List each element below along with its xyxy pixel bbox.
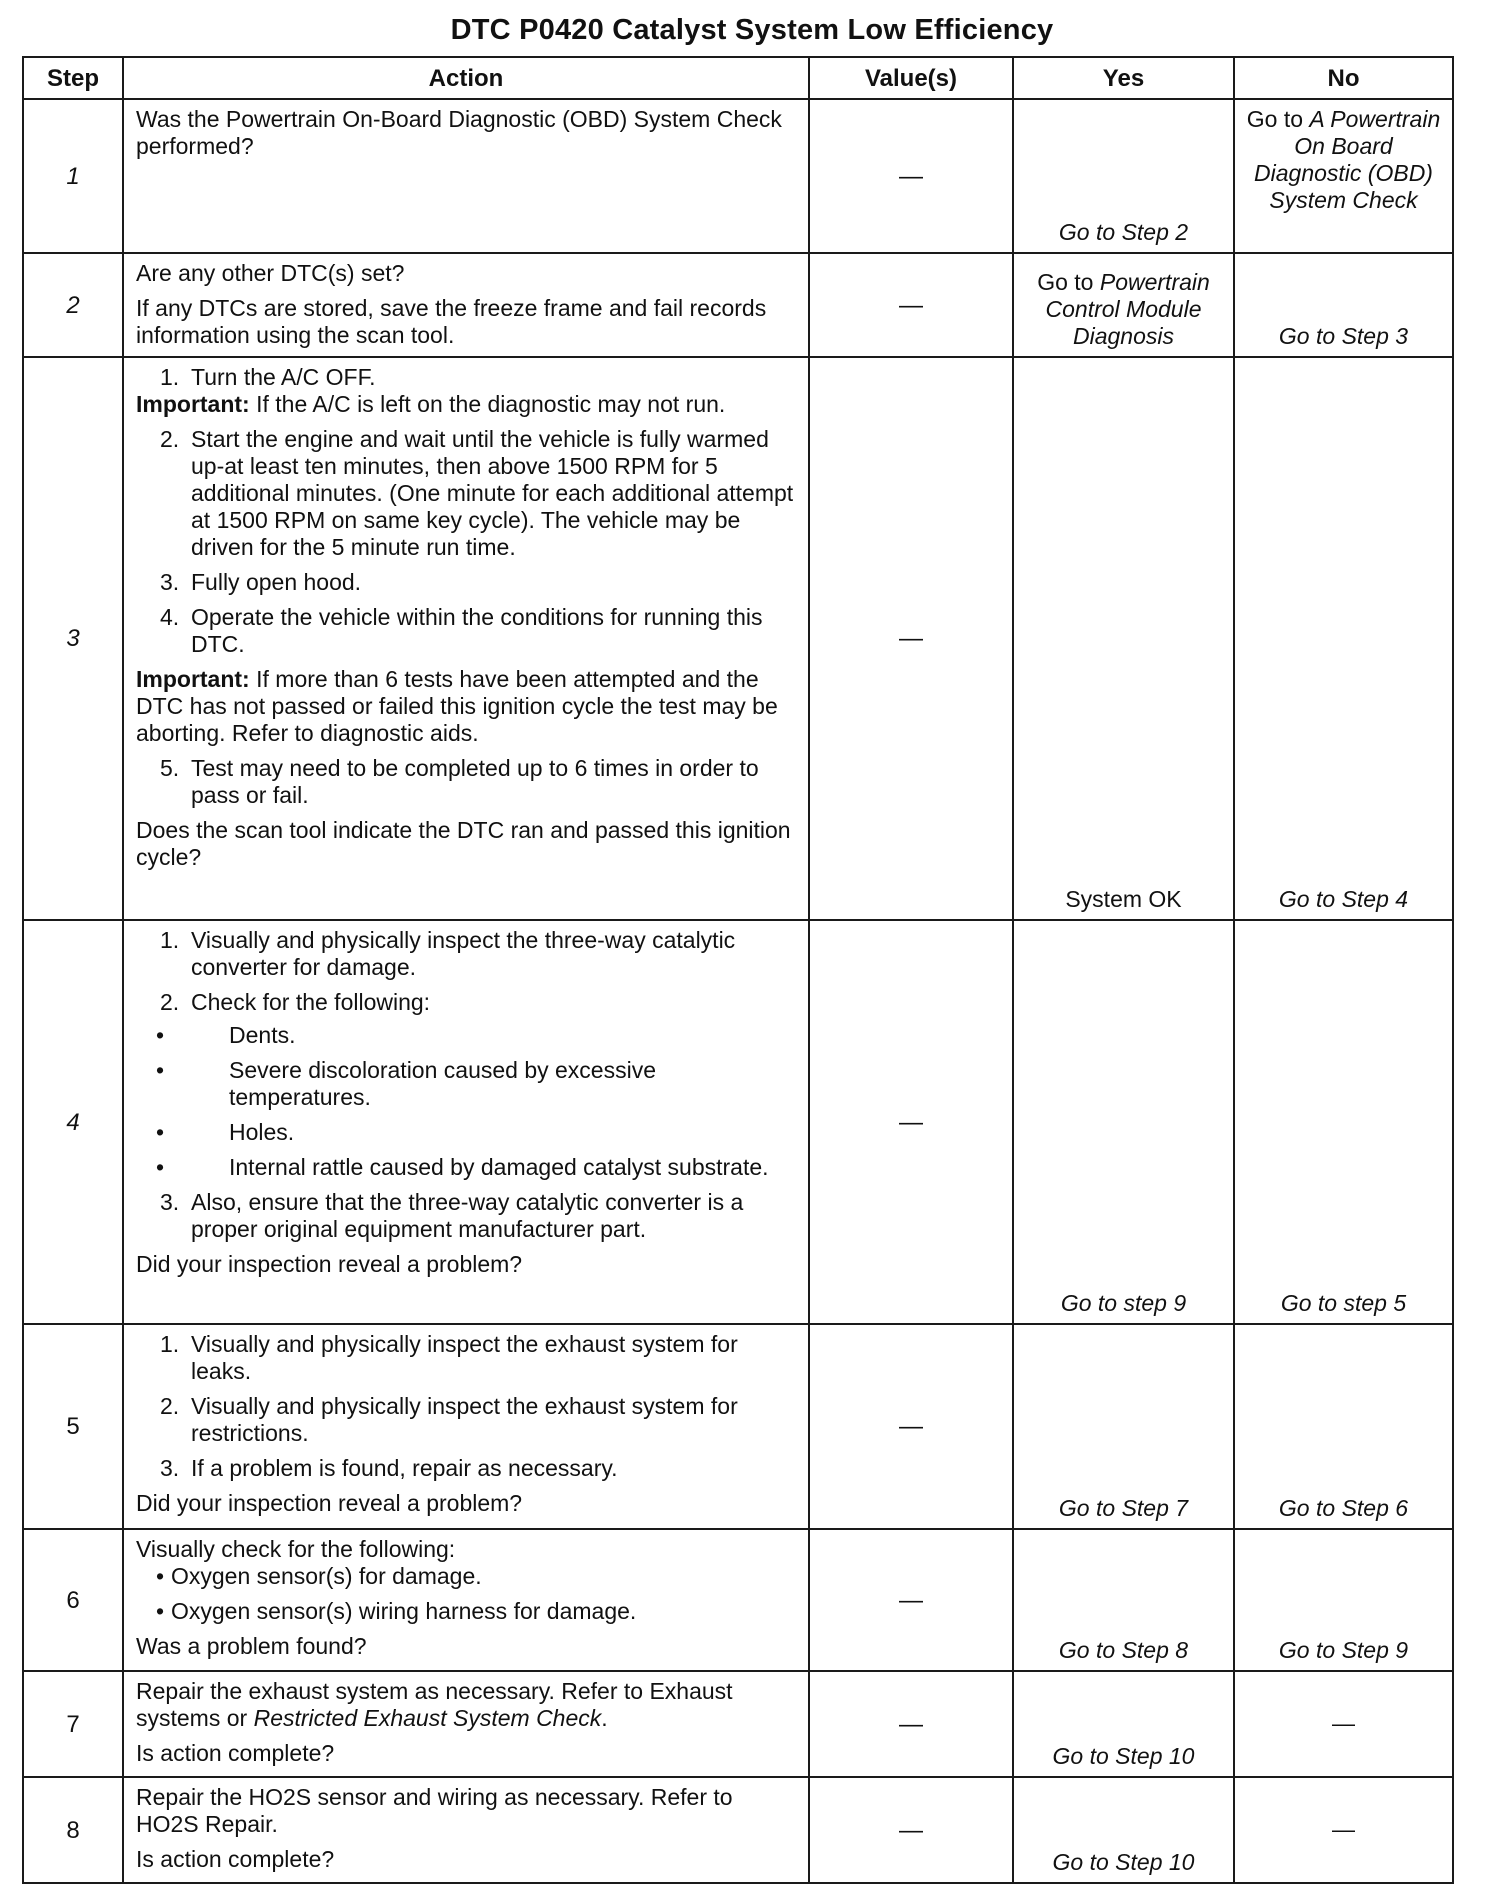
bullet-item: • Oxygen sensor(s) for damage. [136, 1563, 798, 1590]
action-text-end: . [601, 1705, 608, 1731]
table-row [23, 357, 1453, 920]
action-cell [123, 1671, 809, 1777]
list-item-text: Test may need to be completed up to 6 times in order to pass or fail. [191, 755, 759, 808]
action-text: Was the Powertrain On-Board Diagnostic (OBD) System Check performed? [136, 106, 782, 159]
value-cell: — [809, 1529, 1013, 1671]
no-cell: Go to Step 9 [1234, 1529, 1453, 1671]
list-item: 1. Turn the A/C OFF. [160, 364, 376, 390]
yes-cell: Go to Step 2 [1013, 99, 1234, 253]
value-cell: — [809, 253, 1013, 357]
value-cell: — [809, 1671, 1013, 1777]
step-number: 4 [23, 920, 123, 1324]
yes-link: Powertrain Control Module Diagnosis [1045, 269, 1210, 349]
action-list [136, 1331, 798, 1482]
action-question: Did your inspection reveal a problem? [136, 1251, 523, 1277]
table-row [23, 253, 1453, 357]
list-item-text: Visually and physically inspect the exhaust system for restrictions. [191, 1393, 738, 1446]
important-text: If more than 6 tests have been attempted and the DTC has not passed or failed this ignition cycle the test may be aborting. Refer to diagnostic aids. [136, 666, 778, 746]
action-text-plain: Repair the exhaust system as necessary. Refer to Exhaust systems or [136, 1678, 733, 1731]
action-question: Are any other DTC(s) set? [136, 260, 405, 286]
list-item-text: Turn the A/C OFF. [191, 364, 376, 390]
header-values: Value(s) [809, 57, 1013, 99]
action-list [136, 927, 798, 1243]
header-row [23, 57, 1453, 99]
value-cell: — [809, 920, 1013, 1324]
table-row [23, 1324, 1453, 1529]
list-item-text: Visually and physically inspect the exhaust system for leaks. [191, 1331, 738, 1384]
table-row [23, 1777, 1453, 1883]
table-row [23, 1671, 1453, 1777]
action-list [136, 426, 798, 658]
yes-cell: Go to Step 10 [1013, 1777, 1234, 1883]
no-cell: — [1234, 1777, 1453, 1883]
no-cell: Go to Step 6 [1234, 1324, 1453, 1529]
action-cell [123, 1777, 809, 1883]
action-text-link: Restricted Exhaust System Check [253, 1705, 602, 1731]
list-item-text: Also, ensure that the three-way catalytic converter is a proper original equipment manufacturer part. [191, 1189, 744, 1242]
action-cell [123, 357, 809, 920]
action-question: Did your inspection reveal a problem? [136, 1490, 523, 1516]
no-cell [1234, 99, 1453, 253]
list-item: 1. Visually and physically inspect the exhaust system for leaks. [160, 1331, 738, 1384]
step-number: 8 [23, 1777, 123, 1883]
list-item-text: Check for the following: [191, 989, 431, 1015]
no-cell: Go to Step 3 [1234, 253, 1453, 357]
action-question: Does the scan tool indicate the DTC ran and passed this ignition cycle? [136, 817, 791, 870]
step-number: 7 [23, 1671, 123, 1777]
bullet-item: • Dents. [136, 1022, 798, 1049]
header-no: No [1234, 57, 1453, 99]
yes-cell: Go to Step 8 [1013, 1529, 1234, 1671]
table-row [23, 920, 1453, 1324]
value-cell: — [809, 1324, 1013, 1529]
action-cell [123, 1324, 809, 1529]
step-number: 3 [23, 357, 123, 920]
value-cell: — [809, 1777, 1013, 1883]
important-label: Important: [136, 666, 250, 692]
important-text: If the A/C is left on the diagnostic may not run. [256, 391, 726, 417]
list-item: 3. If a problem is found, repair as necessary. [160, 1455, 618, 1481]
header-step: Step [23, 57, 123, 99]
list-item: 2. Start the engine and wait until the vehicle is fully warmed up-at least ten minutes, then above 1500 RPM for 5 additional minutes. (One minute for each additional attempt at 1500 RPM on same key cycle). The vehicle may be driven for the 5 minute run time. [160, 426, 794, 560]
bullet-list [136, 1022, 798, 1181]
action-list [136, 364, 798, 391]
action-list [136, 755, 798, 809]
list-item: 1. Visually and physically inspect the three-way catalytic converter for damage. [160, 927, 736, 980]
yes-cell [1013, 253, 1234, 357]
bullet-item: • Severe discoloration caused by excessive temperatures. [136, 1057, 798, 1111]
action-cell [123, 1529, 809, 1671]
action-text: Repair the HO2S sensor and wiring as necessary. Refer to HO2S Repair. [136, 1784, 733, 1837]
table-row [23, 99, 1453, 253]
action-text [136, 1678, 798, 1732]
list-item: 2. Check for the following: • Dents. • Severe discoloration caused by excessive temperatures. • Holes. • Internal rattle caused by damaged catalyst substrate. [136, 989, 798, 1181]
action-intro: Visually check for the following: [136, 1536, 456, 1562]
action-cell [123, 920, 809, 1324]
step-number: 2 [23, 253, 123, 357]
step-number: 5 [23, 1324, 123, 1529]
list-item-text: Fully open hood. [191, 569, 362, 595]
list-item: 4. Operate the vehicle within the conditions for running this DTC. [160, 604, 763, 657]
value-cell: — [809, 99, 1013, 253]
important-label: Important: [136, 391, 250, 417]
table-row [23, 1529, 1453, 1671]
no-cell: — [1234, 1671, 1453, 1777]
list-item-text: Operate the vehicle within the conditions for running this DTC. [191, 604, 763, 657]
yes-cell: Go to Step 7 [1013, 1324, 1234, 1529]
bullet-item: • Holes. [136, 1119, 798, 1146]
action-cell [123, 253, 809, 357]
list-item-text: Visually and physically inspect the three-way catalytic converter for damage. [191, 927, 736, 980]
important-note [136, 391, 798, 418]
important-note [136, 666, 798, 747]
list-item: 2. Visually and physically inspect the exhaust system for restrictions. [160, 1393, 738, 1446]
header-action: Action [123, 57, 809, 99]
list-item-text: If a problem is found, repair as necessary. [191, 1455, 618, 1481]
yes-prefix: Go to [1037, 269, 1094, 295]
diagnostic-table [22, 56, 1454, 1884]
action-question: Is action complete? [136, 1846, 335, 1872]
bullet-list [136, 1563, 798, 1625]
no-cell: Go to step 5 [1234, 920, 1453, 1324]
step-number: 1 [23, 99, 123, 253]
action-question: Was a problem found? [136, 1633, 367, 1659]
value-cell: — [809, 357, 1013, 920]
list-item: 3. Fully open hood. [160, 569, 362, 595]
list-item: 3. Also, ensure that the three-way catalytic converter is a proper original equipment manufacturer part. [160, 1189, 744, 1242]
list-item-text: Start the engine and wait until the vehicle is fully warmed up-at least ten minutes, then above 1500 RPM for 5 additional minutes. (One minute for each additional attempt at 1500 RPM on same key cycle). The vehicle may be driven for the 5 minute run time. [191, 426, 794, 560]
bullet-item: • Oxygen sensor(s) wiring harness for damage. [136, 1598, 798, 1625]
yes-cell: Go to Step 10 [1013, 1671, 1234, 1777]
no-link: A Powertrain On Board Diagnostic (OBD) System Check [1254, 106, 1441, 213]
header-yes: Yes [1013, 57, 1234, 99]
bullet-item: • Internal rattle caused by damaged catalyst substrate. [136, 1154, 798, 1181]
document-title: DTC P0420 Catalyst System Low Efficiency [450, 14, 1054, 46]
yes-cell: System OK [1013, 357, 1234, 920]
action-cell [123, 99, 809, 253]
no-prefix: Go to [1246, 106, 1304, 132]
yes-cell: Go to step 9 [1013, 920, 1234, 1324]
list-item: 5. Test may need to be completed up to 6 times in order to pass or fail. [160, 755, 759, 808]
step-number: 6 [23, 1529, 123, 1671]
action-question: Is action complete? [136, 1740, 335, 1766]
no-cell: Go to Step 4 [1234, 357, 1453, 920]
action-note: If any DTCs are stored, save the freeze frame and fail records information using the scan tool. [136, 295, 767, 348]
